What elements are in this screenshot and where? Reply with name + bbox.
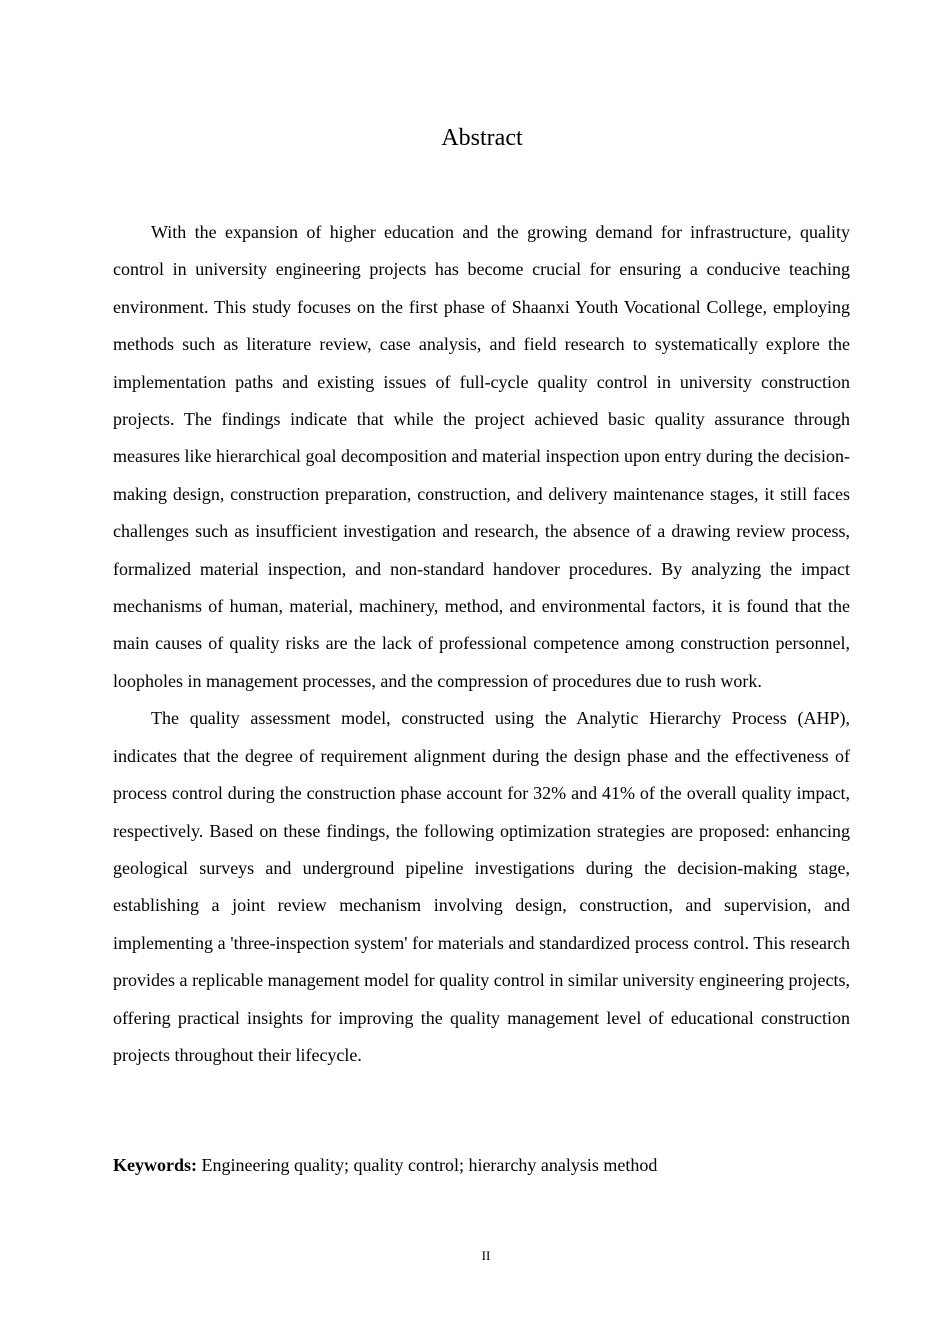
abstract-paragraph-2: The quality assessment model, constructed using the Analytic Hierarchy Process (AHP), indicates that the degree of requirement alignment during the design phase and the effectiveness of process control during the construction phase account for 32% and 41% of the overall quality impact, respectively. Based on these findings, the following optimization strategies are proposed: enhancing geological surveys and underground pipeline investigations during the decision-making stage, establishing a joint review mechanism involving design, construction, and supervision, and implementing a 'three-inspection system' for materials and standardized process control. This research provides a replicable management model for quality control in similar university engineering projects, offering practical insights for improving the quality management level of educational construction projects throughout their lifecycle. <box>113 708 850 1065</box>
page-title: Abstract <box>441 125 523 151</box>
keywords-line <box>113 1150 850 1180</box>
abstract-paragraph-1: With the expansion of higher education and the growing demand for infrastructure, quality control in university engineering projects has become crucial for ensuring a conducive teaching environment. This study focuses on the first phase of Shaanxi Youth Vocational College, employing methods such as literature review, case analysis, and field research to systematically explore the implementation paths and existing issues of full-cycle quality control in university construction projects. The findings indicate that while the project achieved basic quality assurance through measures like hierarchical goal decomposition and material inspection upon entry during the decision-making design, construction preparation, construction, and delivery maintenance stages, it still faces challenges such as insufficient investigation and research, the absence of a drawing review process, formalized material inspection, and non-standard handover procedures. By analyzing the impact mechanisms of human, material, machinery, method, and environmental factors, it is found that the main causes of quality risks are the lack of professional competence among construction personnel, loopholes in management processes, and the compression of procedures due to rush work. <box>113 222 850 691</box>
keywords-label: Keywords: <box>113 1155 197 1175</box>
page-number: II <box>481 1248 491 1263</box>
keywords-text: Engineering quality; quality control; hierarchy analysis method <box>197 1155 658 1175</box>
abstract-body <box>113 214 850 1074</box>
